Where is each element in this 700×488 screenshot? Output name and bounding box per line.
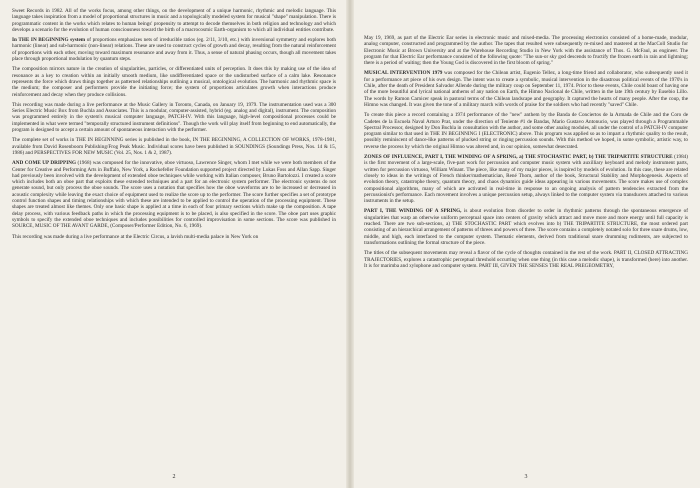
- paragraph-text: (1984) is the first movement of a large-scale, five-part work for percussion and computer music system with auxilliary keyboard and melody instrument parts, written for percussion virtuoso, William Winant. The piece, like many of my major pieces, is inspired by models of evolution. In this case, these are related closely to ideas in the writings of French thinker/mathematician, René Thom, author of the book, Structural Stability and Morphogenesis. Aspects of evolution theory, catastrophe theory, quantum theory, and chaos dynamics guide ideas appearing in various movements. The score makes use of complex compositional algorithms, many of which are activated in real-time in response to an ongoing analysis of pattern tendencies extracted from the percussionist's performance. Each movement involves a unique percussion setup, always linked to the computer system via transducers attached to various instruments in the setup.: [364, 154, 688, 205]
- paragraph-text: To create this piece a record containing a 1974 performance of the "new" anthem by the Banda de Conciertos de la Armada de Chile and the Coro de Cadetes de la Escuela Naval Arturo Prat, under the direction of Teniente #1 de Bandas, Mario Gustavo Antonucio, was played through a Programmable Spectral Processor, designed by Don Buchla in consultation with the author, and some other analog modules, all under the control of a PATCH-IV computer program similar to that used in THE IN BEGINNING I (ELECTRONIC) above. This program was applied so as to impart a rhythmic quality to the result, possibly reminiscent of dance-like patterns of plucked string or ringing percussion sounds. With this method we hoped, in some symbolic, artistic way, to reverse the process by which the original Himno was altered and, in our opinion, somewhat desecrated.: [364, 112, 688, 150]
- body-paragraph: [12, 66, 336, 97]
- body-paragraph: [12, 137, 336, 156]
- paragraph-text: May 19, 1969, as part of the Electric Ear series in electronic music and mixed-media. The processing electronics consisted of a home-made, modular, analog computer, constructed and programmed by the author. The tapes that resulted were subsequently re-mixed and mastered at the MacColl Studio for Electronic Music at Brown University and at the Warehouse Recording Studio in New York with the assistance of Thos. G. McFaul, as engineer. The program for that Electric Ear performance consisted of the following quote: "The sun-or sky god descends to fructify the frozen earth in rain and lightning; there is a period of waiting; then the Young God is discovered in the first bloom of spring.": [364, 35, 688, 67]
- paragraph-text: The complete set of works in THE IN BEGINNING series is published in the book, IN THE BEGINNING, A COLLECTION OF WORKS, 1978-1981, available from David Rosenboom Publishing/Frog Peak Music. Individual scores have been published in SOUNDINGS (Soundings Press, Nos. 14 & 15, 1986) and PERSPECTIVES FOR NEW MUSIC (Vol. 25, Nos. 1 & 2, 1987).: [12, 137, 336, 156]
- body-paragraph: [364, 250, 688, 269]
- paragraph-heading: ZONES OF INFLUENCE, PART I, THE WINDING OF A SPRING, a) THE STOCHASTIC PART, b) THE TRIPARTITE STRUCTURE: [364, 154, 673, 161]
- paragraph-text: The titles of the subsequent movements may reveal a flavor of the cycle of thoughts contained in the rest of the work. PART II, CLOSED ATTRACTING TRAJECTORIES, explores a catastrophic perceptual threshold occurring when one thing (in this case a melodic shape), is transformed (here) into another. It is for marimba and xylophone and computer system. PART III, GIVEN THE SENSES THE REAL PREGEOMETRY,: [364, 250, 688, 269]
- body-paragraph: [364, 154, 688, 204]
- body-paragraph: [364, 70, 688, 108]
- paragraph-text: was composed for the Chilean artist, Eugenio Tellez, a long-time friend and collaborator, who subsequently used it for a performance art piece of his own design. The intent was to create a symbolic, musical intervention in the disastrous political events of the 1970's in Chile, after the death of President Salvador Allende during the military coup on September 11, 1974. Prior to these events, Chile could boast of having one of the more beautiful and lyrical national anthems of any nation on Earth, the Himno Nacional de Chile, written in the late 19th century by Eusebio Lillo. The words by Ramon Carnicer speak in pastoral terms of the Chilean landscape and geography. It captured the hearts of many people. After the coup, the Himno was changed. It was given the tone of a military march with words of praise for the soldiers who had recently "saved" Chile.: [364, 70, 688, 108]
- paragraph-text: of proportions emphasizes nets of irreducible ratios (eg. 2/11, 3/10, etc.) with inversional symmetry and explores both harmonic (linear) and sub-harmonic (non-linear) relations. These are used to construct cycles of growth and decay, resulting from the natural reinforcement of proportions with each other, moving toward maximum resonance and away from it. Thus, a sense of natural phasing occurs, though all movement takes place through proportional modulation by quantum steps.: [12, 37, 337, 63]
- body-paragraph: [12, 160, 336, 229]
- paragraph-heading: AND COME UP DRIPPING: [12, 160, 77, 167]
- body-paragraph: [12, 102, 336, 133]
- paragraph-text: (1968) was composed for the innovative, oboe virtuoso, Lawrence Singer, whom I met while we were both members of the Center for Creative and Performing Arts in Buffalo, New York, a Rockefeller Foundation supported project directed by Lukas Foss and Allan Sapp. Singer had previously been involved with the development of extended oboe techniques while working with Italian composer, Bruno Bartolozzi. I created a score which includes both an oboe part that exploits these extended techniques and a part for an electronic system performer. The electronic systems do not generate sound, but only process the oboe sounds. The score uses a notation that specifies how the oboe waveforms are to be increased or decreased in acoustic complexity while leaving the exact choice of equipment used to realize the score up to the performer. The score further specifies a set of prototype control function shapes and timing relationships with which these are intended to be applied to control the operation of the processing equipment. These shapes are treated almost like themes. Only one basic shape is applied at a time in each of four primary sections which make up the composition. A tape delay process, with various feedback paths in which the processing equipment is to be placed, is also specified in the score. The oboe part uses graphic symbols to specify the extended oboe techniques and includes possibilities for controlled improvisation in some sections. The score was published in SOURCE, MUSIC OF THE AVANT GARDE, (Composer/Performer Edition, No. 6, 1969).: [12, 160, 337, 230]
- page-number: 2: [172, 474, 176, 480]
- right-page-body: [364, 35, 688, 269]
- body-paragraph: [364, 35, 688, 66]
- paragraph-text: Sweet Records in 1982. All of the works focus, among other things, on the development of a unique harmonic, rhythmic and melodic language. This language takes inspiration from a model of proportional structures in music and a topologically modeled system for musical "shape" manipulation. There is programmatic content in the works which relates to human beings' propensity to attempt to decode themselves in both religion and technology and which develops a scenario for the evolution of human consciousness toward the birth of a macrocosmic Earth-organism to which all individual entities contribute.: [12, 8, 336, 33]
- body-paragraph: [12, 8, 336, 33]
- paragraph-text: This recording was made during a live performance at the Music Gallery in Toronto, Canada, on January 19, 1979. The instrumentation used was a 300 Series Electric Music Box from Buchla and Associates. This is a modular, computer-assisted, hybrid (eg. analog and digital), instrument. The composition was programmed entirely in the system's musical computer language, PATCH-IV. With this language, high-level compositional processes could be implemented in what were termed "temporally structured instrument definitions". Though the work will play itself from beginning to end automatically, the program is designed to accept a certain amount of spontaneous interaction with the performer.: [12, 101, 336, 134]
- paragraph-heading: In THE IN BEGINNING system: [12, 37, 86, 44]
- paragraph-text: is about evolution from disorder to order in rhythmic patterns through the spontaneous emergence of singularities that warp an otherwise uniform perceptual space into centers of gravity which attract and move more and more energy until full capacity is reached. There are two sub-sections, a) THE STOCHASTIC PART which evolves into b) THE TRIPARTITE STRUCTURE, the most ordered part consisting of an hierarchical arrangement of patterns of threes and powers of three. The score contains a completely notated solo for three snare drums, low, middle, and high, each interfaced to the computer system. Thematic elements, derived from traditional snare drumming rudiments, are subjected to transformations outlining the formal structure of the piece.: [364, 208, 689, 246]
- right-page: [352, 0, 700, 488]
- paragraph-text: The composition mirrors nature in the creation of singularities, particles, or differentiated units of perception. It does this by making use of the idea of resonance as a key to creation within an initially smooth medium, like undifferentiated space or the undisturbed surface of a calm lake. Resonance represents the force which draws things together as patterned relationships outlining a musical, ontological evolution. The harmonic and rhythmic space is the medium; the composer and performers provide the initiating force; the system of proportions articulates growth when interactions produce reinforcement and decay when they produce collisions.: [12, 66, 336, 98]
- body-paragraph: [364, 112, 688, 150]
- page-number: 3: [524, 474, 528, 480]
- body-paragraph: [364, 208, 688, 246]
- paragraph-text: This recording was made during a live performance at the Electric Circus, a lavish multi-media palace in New York on: [12, 233, 259, 240]
- paragraph-heading: PART I, THE WINDING OF A SPRING,: [364, 208, 462, 215]
- body-paragraph: [12, 234, 336, 240]
- left-page: [0, 0, 348, 488]
- left-page-body: [12, 8, 336, 240]
- body-paragraph: [12, 37, 336, 62]
- paragraph-heading: MUSICAL INTERVENTION 1979: [364, 70, 443, 77]
